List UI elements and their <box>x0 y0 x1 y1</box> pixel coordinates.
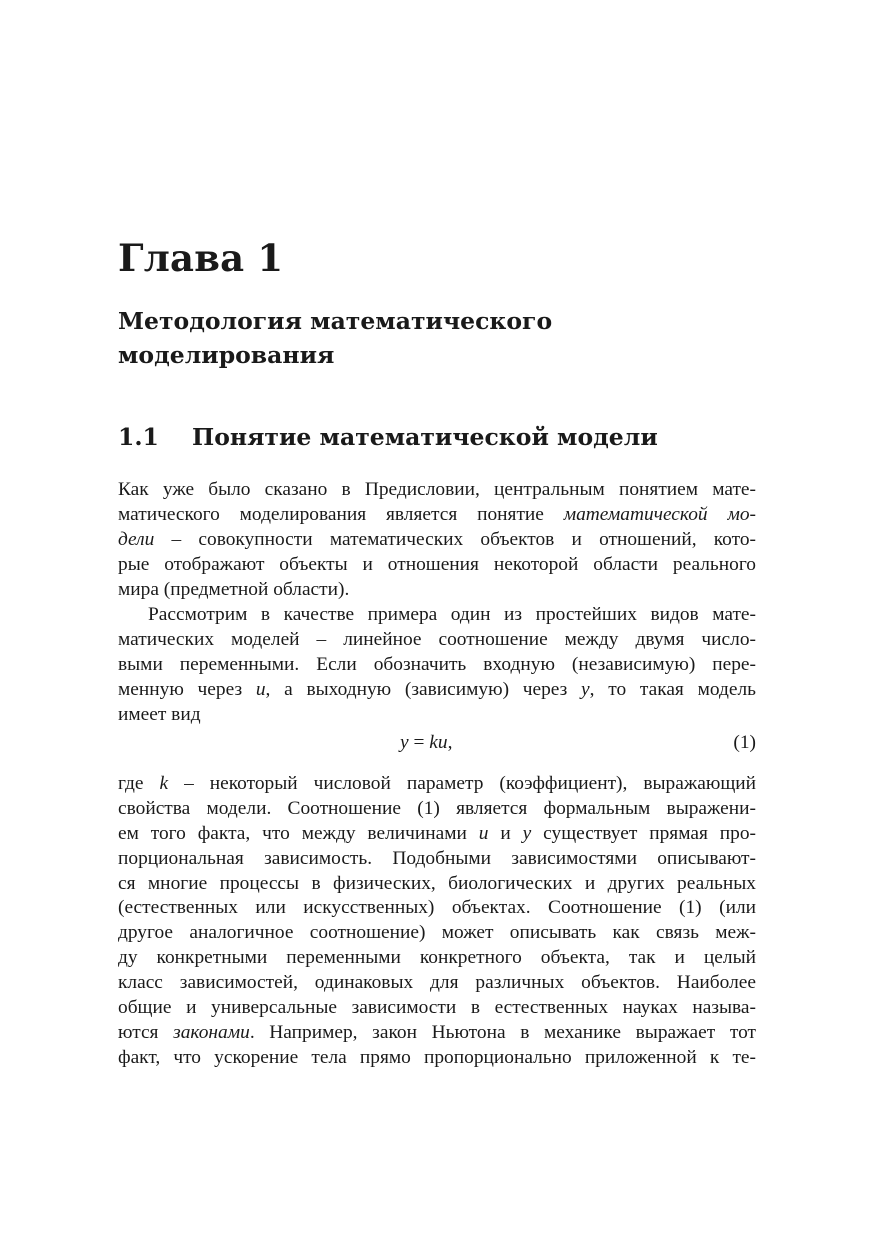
math-variable: y <box>400 732 409 753</box>
chapter-title <box>118 304 718 372</box>
text-run: , то такая модель <box>589 678 756 700</box>
section-title: Понятие математической модели <box>192 423 658 451</box>
text-line: ся многие процессы в физических, биологических и других реальных <box>118 872 756 894</box>
text-run: менную через <box>118 678 256 700</box>
text-run: ются <box>118 1021 174 1043</box>
math-variable: y <box>522 822 532 844</box>
section-heading <box>118 420 758 454</box>
equation <box>118 730 756 756</box>
text-line: ду конкретными переменными конкретного объекта, так и целый <box>118 947 756 969</box>
section-number: 1.1 <box>118 423 159 451</box>
text-run: существует прямая про- <box>531 822 756 844</box>
text-run: и <box>488 822 523 844</box>
text-line: факт, что ускорение тела прямо пропорционально приложенной к те- <box>118 1046 756 1068</box>
text-line: матических моделей – линейное соотношение между двумя число- <box>118 628 756 650</box>
text-line: свойства модели. Соотношение (1) является формальным выражени- <box>118 797 756 819</box>
text-line <box>118 503 756 528</box>
text-line: мира (предметной области). <box>118 578 350 600</box>
text-line: порциональная зависимость. Подобными зависимостями описывают- <box>118 847 756 869</box>
math-variable: u <box>255 678 266 700</box>
text-line <box>118 772 756 797</box>
text-run: – некоторый числовой параметр (коэффициент), выражающий <box>168 773 757 794</box>
math-expression: ku <box>429 732 448 753</box>
text-line: класс зависимостей, одинаковых для различных объектов. Наиболее <box>118 972 756 994</box>
text-run: ем того факта, что между величинами <box>118 822 479 844</box>
text-run: , а выходную (зависимую) через <box>265 678 582 700</box>
text-line <box>118 1021 756 1046</box>
chapter-title-line: моделирования <box>118 341 335 369</box>
paragraph-2 <box>118 603 756 727</box>
text-line <box>118 678 756 703</box>
text-line: общие и универсальные зависимости в естественных науках называ- <box>118 997 756 1019</box>
text-run: где <box>118 773 160 794</box>
text-line <box>118 822 756 847</box>
chapter-label: Глава 1 <box>118 236 284 280</box>
emphasized-term: дели <box>118 528 155 550</box>
text-line: Как уже было сказано в Предисловии, центральным понятием мате- <box>118 479 756 500</box>
equation-number: (1) <box>733 732 756 753</box>
equation-body <box>400 730 452 756</box>
math-variable: k <box>159 773 169 794</box>
text-run: – совокупности математических объектов и отношений, кото- <box>154 528 756 550</box>
text-line: (естественных или искусственных) объектах. Соотношение (1) (или <box>118 897 756 919</box>
punctuation: , <box>447 732 453 753</box>
text-line: имеет вид <box>118 703 201 725</box>
text-line <box>118 528 756 553</box>
text-line: рые отображают объекты и отношения некоторой области реального <box>118 553 756 575</box>
math-variable: y <box>581 678 590 700</box>
equals-sign: = <box>408 732 430 753</box>
emphasized-term: законами <box>173 1021 250 1043</box>
emphasized-term: математической мо- <box>563 503 756 525</box>
text-line: Рассмотрим в качестве примера один из простейших видов мате- <box>148 604 756 625</box>
text-run: матического моделирования является понятие <box>118 503 564 525</box>
text-line: выми переменными. Если обозначить входную (независимую) пере- <box>118 653 756 675</box>
text-run: . Например, закон Ньютона в механике выражает тот <box>249 1021 756 1043</box>
paragraph-1 <box>118 478 756 602</box>
chapter-title-line: Методология математического <box>118 307 553 335</box>
math-variable: u <box>478 822 489 844</box>
text-line: другое аналогичное соотношение) может описывать как связь меж- <box>118 922 756 944</box>
paragraph-3 <box>118 772 756 1071</box>
